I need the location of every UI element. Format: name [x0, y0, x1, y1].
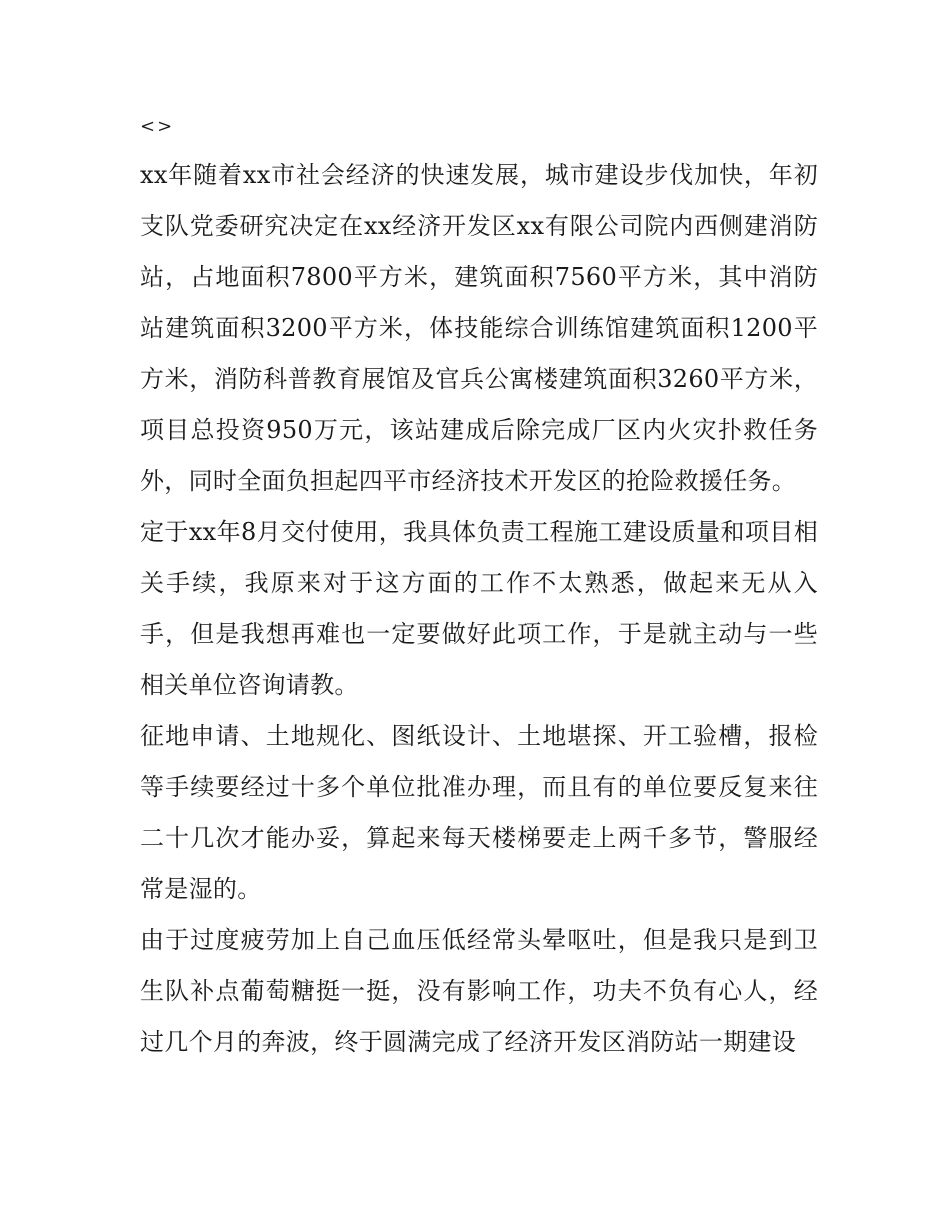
paragraph-3: 征地申请、土地规化、图纸设计、土地堪探、开工验槽，报检等手续要经过十多个单位批准办理，而且有的单位要反复来往二十几次才能办妥，算起来每天楼梯要走上两千多节，警服经常是湿的。: [140, 722, 818, 903]
header-marker: <>: [140, 116, 175, 137]
paragraph-1: xx年随着xx市社会经济的快速发展，城市建设步伐加快，年初支队党委研究决定在xx经济开发区xx有限公司院内西侧建消防站，占地面积7800平方米，建筑面积7560平方米，其中消防站建筑面积3200平方米，体技能综合训练馆建筑面积1200平方米，消防科普教育展馆及官兵公寓楼建筑面积3260平方米，项目总投资950万元，该站建成后除完成厂区内火灾扑救任务外，同时全面负担起四平市经济技术开发区的抢险救援任务。: [140, 161, 818, 495]
paragraph-4: 由于过度疲劳加上自己血压低经常头晕呕吐，但是我只是到卫生队补点葡萄糖挺一挺，没有影响工作，功夫不负有心人，经过几个月的奔波，终于圆满完成了经济开发区消防站一期建设: [140, 926, 818, 1056]
paragraph-2: 定于xx年8月交付使用，我具体负责工程施工建设质量和项目相关手续，我原来对于这方面的工作不太熟悉，做起来无从入手，但是我想再难也一定要做好此项工作，于是就主动与一些相关单位咨询请教。: [140, 518, 818, 699]
document-body: [140, 150, 818, 1068]
